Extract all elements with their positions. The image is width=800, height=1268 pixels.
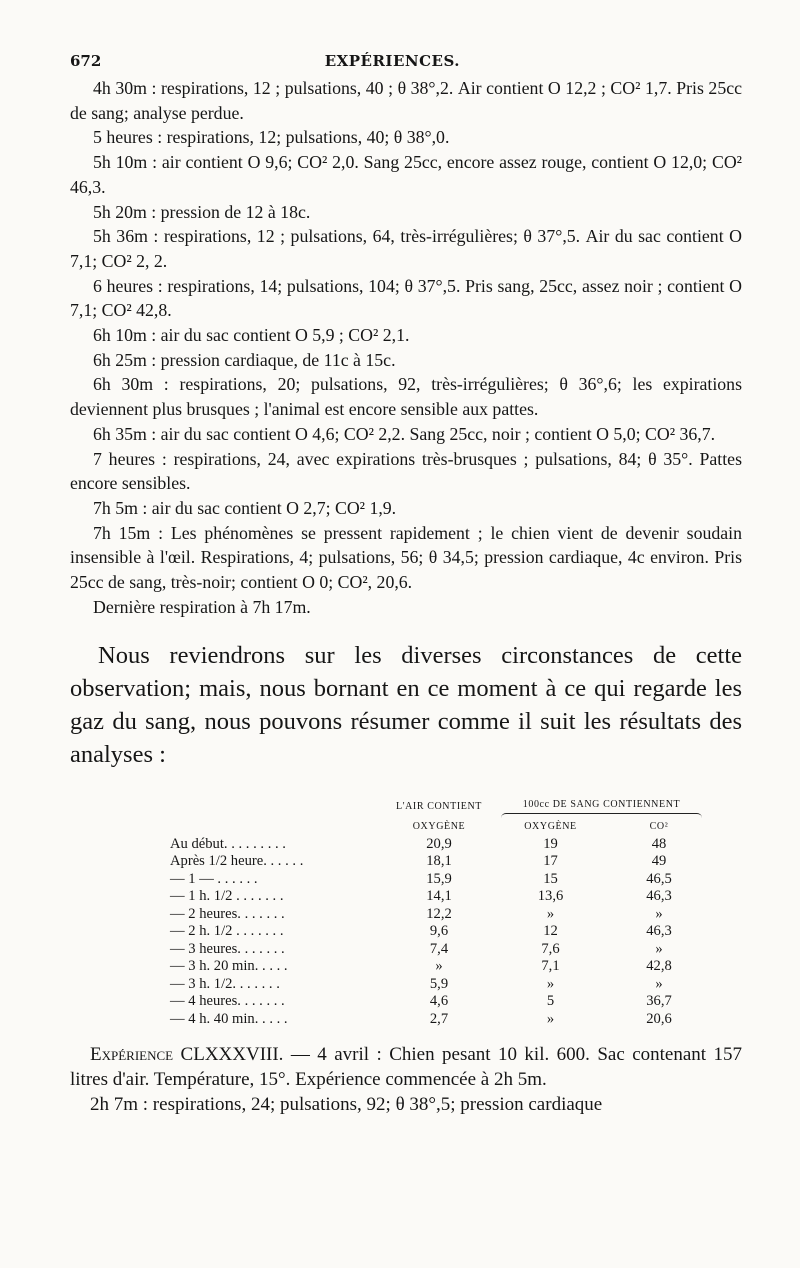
col-blood-co2: CO² [649, 821, 669, 833]
experiment-block [70, 1042, 742, 1117]
row-air-oxygen: » [435, 958, 443, 975]
running-title: EXPÉRIENCES. [324, 52, 460, 70]
row-co2: 36,7 [646, 993, 672, 1010]
log-entry: 6h 35m : air du sac contient O 4,6; CO² 2,2. Sang 25cc, noir ; contient O 5,0; CO² 36,7. [93, 423, 716, 444]
row-blood-oxygen: 19 [543, 835, 558, 852]
row-blood-oxygen: » [546, 975, 555, 992]
row-co2: 46,3 [646, 923, 672, 940]
table-row [70, 836, 710, 854]
page-header [70, 52, 742, 76]
row-blood-oxygen: » [546, 905, 555, 922]
row-air-oxygen: 14,1 [426, 888, 452, 905]
log-entry: 7h 5m : air du sac contient O 2,7; CO² 1,9. [93, 497, 397, 518]
row-time: — 2 heures. . . . . . . [170, 905, 285, 922]
log-entry: 5 heures : respirations, 12; pulsations, 40; θ 38°,0. [93, 127, 450, 148]
experiment-next-line: 2h 7m : respirations, 24; pulsations, 92; θ 38°,5; pression cardiaque [90, 1094, 603, 1116]
log-entry: 5h 36m : respirations, 12 ; pulsations, 64, très-irrégulières; θ 37°,5. Air du sac contient O 7,1; CO² 2, 2. [70, 226, 742, 271]
summary-paragraph: Nous reviendrons sur les diverses circonstances de cette observation; mais, nous bornant en ce moment à ce qui regarde les gaz du sang, nous pouvons résumer comme il suit les résultats des analyses : [70, 642, 742, 769]
row-co2: 42,8 [646, 958, 672, 975]
row-air-oxygen: 15,9 [426, 870, 452, 887]
table-header-row [70, 796, 710, 819]
experiment-intro [70, 1042, 742, 1092]
row-blood-oxygen: » [546, 1010, 555, 1027]
row-co2: » [655, 940, 663, 957]
table-row [70, 1011, 710, 1029]
table-row [70, 853, 710, 871]
row-time: — 3 heures. . . . . . . [170, 940, 285, 957]
row-air-oxygen: 18,1 [426, 853, 452, 870]
col-air-oxygen: OXYGÈNE [412, 821, 466, 833]
row-time: — 3 h. 20 min. . . . . [170, 958, 288, 975]
col-blood-oxygen: OXYGÈNE [524, 821, 577, 833]
row-time: Au début. . . . . . . . . [170, 835, 286, 852]
row-air-oxygen: 4,6 [429, 993, 449, 1010]
row-time: — 4 heures. . . . . . . [170, 993, 285, 1010]
row-co2: 46,5 [646, 870, 672, 887]
results-table [70, 796, 710, 1029]
experiment-text: — 4 avril : Chien pesant 10 kil. 600. Sac contenant 157 litres d'air. Température, 15°. Expérience commencée à 2h 5m. [70, 1044, 742, 1091]
log-entry: Dernière respiration à 7h 17m. [93, 596, 311, 617]
row-time: — 3 h. 1/2. . . . . . . [170, 975, 280, 992]
log-entry: 4h 30m : respirations, 12 ; pulsations, 40 ; θ 38°,2. Air contient O 12,2 ; CO² 1,7. Pris 25cc de sang; analyse perdue. [70, 78, 742, 123]
log-entry: 7 heures : respirations, 24, avec expirations très-brusques ; pulsations, 84; θ 35°. Pattes encore sensibles. [70, 448, 742, 494]
row-blood-oxygen: 15 [543, 870, 558, 887]
table-row [70, 888, 710, 906]
page [70, 52, 742, 1117]
header-air: L'AIR CONTIENT [395, 801, 483, 813]
row-co2: 49 [651, 853, 667, 870]
row-co2: » [655, 905, 663, 922]
row-blood-oxygen: 7,1 [541, 958, 560, 975]
row-blood-oxygen: 5 [546, 993, 555, 1010]
log-entry: 5h 10m : air contient O 9,6; CO² 2,0. Sang 25cc, encore assez rouge, contient O 12,0; CO² 46,3. [70, 152, 742, 197]
row-co2: 48 [651, 835, 667, 852]
row-co2: 20,6 [646, 1010, 672, 1027]
experiment-title: Expérience CLXXXVIII. [90, 1044, 284, 1066]
row-air-oxygen: 9,6 [429, 923, 449, 940]
row-time: — 4 h. 40 min. . . . . [170, 1010, 288, 1027]
table-row [70, 941, 710, 959]
log-entry: 7h 15m : Les phénomènes se pressent rapidement ; le chien vient de devenir soudain insensible à l'œil. Respirations, 4; pulsations, 56; θ 34,5; pression cardiaque, 4c environ. Pris 25cc de sang, très-noir; contient O 0; CO², 20,6. [70, 522, 742, 593]
table-row [70, 906, 710, 924]
table-row [70, 958, 710, 976]
table-subheader-row [70, 818, 710, 836]
row-time: — 2 h. 1/2 . . . . . . . [170, 923, 284, 940]
log-entry: 6h 25m : pression cardiaque, de 11c à 15c. [93, 349, 396, 370]
log-entry: 6h 30m : respirations, 20; pulsations, 92, très-irrégulières; θ 36°,6; les expirations deviennent plus brusques ; l'animal est encore sensible aux pattes. [70, 374, 742, 420]
page-number: 672 [70, 52, 102, 70]
log-entry: 6h 10m : air du sac contient O 5,9 ; CO² 2,1. [93, 325, 410, 346]
row-blood-oxygen: 12 [543, 923, 558, 940]
log-entry: 5h 20m : pression de 12 à 18c. [93, 201, 311, 222]
table-row [70, 993, 710, 1011]
row-air-oxygen: 5,9 [429, 975, 449, 992]
row-blood-oxygen: 13,6 [537, 888, 564, 905]
row-blood-oxygen: 7,6 [541, 940, 560, 957]
log-entry: 6 heures : respirations, 14; pulsations, 104; θ 37°,5. Pris sang, 25cc, assez noir ; contient O 7,1; CO² 42,8. [70, 275, 742, 321]
table-row [70, 871, 710, 889]
row-co2: 46,3 [646, 888, 672, 905]
row-blood-oxygen: 17 [543, 853, 558, 870]
row-time: — 1 — . . . . . . [170, 870, 258, 887]
row-air-oxygen: 7,4 [429, 940, 449, 957]
header-blood-group [493, 796, 710, 819]
row-air-oxygen: 20,9 [426, 835, 452, 852]
row-air-oxygen: 12,2 [426, 905, 452, 922]
header-blood: 100cc DE SANG CONTIENNENT [522, 798, 681, 810]
table-row [70, 976, 710, 994]
experiment-log [70, 76, 742, 619]
row-time: Après 1/2 heure. . . . . . [170, 853, 304, 870]
row-co2: » [655, 975, 663, 992]
row-air-oxygen: 2,7 [429, 1010, 449, 1027]
table-row [70, 923, 710, 941]
row-time: — 1 h. 1/2 . . . . . . . [170, 888, 284, 905]
